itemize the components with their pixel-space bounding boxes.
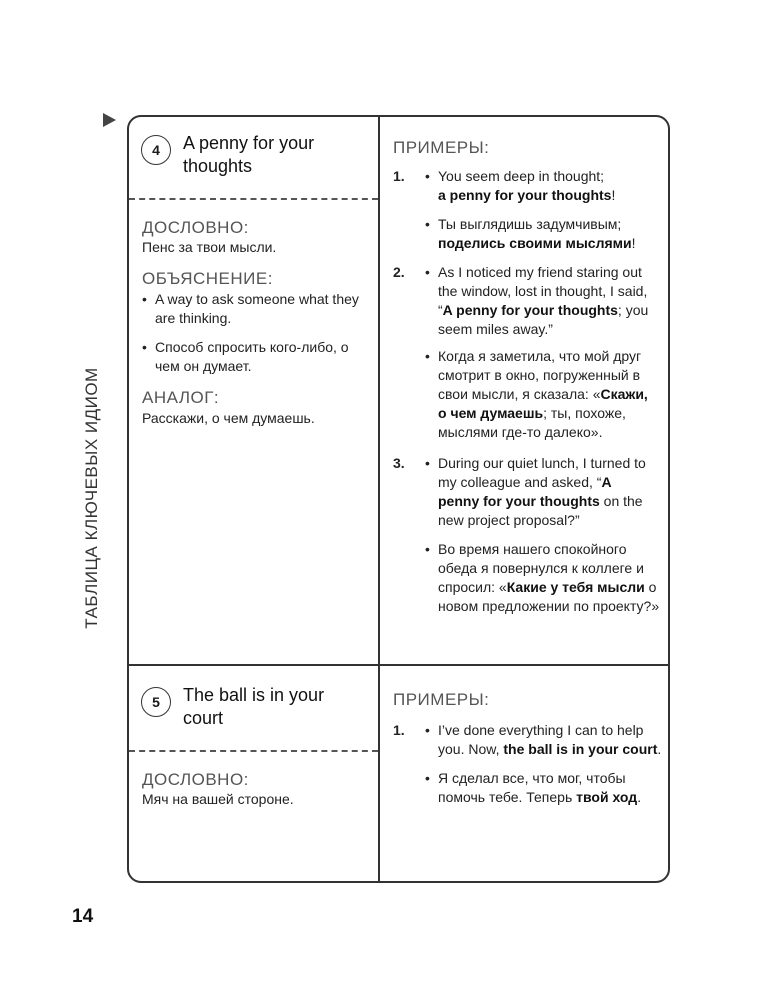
- bullet-icon: •: [142, 291, 147, 307]
- example-1-en: 1. • I’ve done everything I can to help you. Now, the ball is in your court.: [393, 722, 662, 757]
- bullet-icon: •: [425, 348, 430, 364]
- idiom-title: A penny for your thoughts: [183, 133, 315, 176]
- page-number: 14: [72, 906, 94, 927]
- example-1-ru: • Ты выглядишь задумчивым; поделись своими мыслями!: [425, 216, 636, 251]
- explanation-en: • A way to ask someone what they are thinking.: [142, 291, 359, 326]
- example-2-ru: • Когда я заметила, что мой друг смотрит в окно, погруженный в свои мысли, я сказала: «Скажи, о чем думаешь; ты, похоже, мыслями где-то далеко».: [425, 348, 648, 440]
- bullet-icon: •: [425, 541, 430, 557]
- play-marker-icon: [103, 113, 116, 127]
- example-3-ru: • Во время нашего спокойного обеда я повернулся к коллеге и спросил: «Какие у тебя мысли о новом предложении по проекту?»: [425, 541, 660, 614]
- literal-heading: ДОСЛОВНО:: [142, 770, 249, 789]
- example-1-en: 1. • You seem deep in thought; a penny for your thoughts!: [393, 168, 616, 203]
- explanation-heading: ОБЪЯСНЕНИЕ:: [142, 269, 273, 288]
- bullet-icon: •: [425, 216, 430, 232]
- explanation-ru: • Способ спросить кого-либо, о чем он думает.: [142, 339, 349, 374]
- bullet-icon: •: [425, 722, 430, 738]
- bullet-icon: •: [142, 339, 147, 355]
- example-1-ru: • Я сделал все, что мог, чтобы помочь тебе. Теперь твой ход.: [425, 770, 642, 805]
- bullet-icon: •: [425, 168, 430, 184]
- example-2-en: 2. • As I noticed my friend staring out the window, lost in thought, I said, “A penny for your thoughts; you seem miles away.”: [393, 264, 649, 337]
- idiom-4-header: [141, 132, 363, 178]
- side-section-title: ТАБЛИЦА КЛЮЧЕВЫХ ИДИОМ: [82, 367, 101, 629]
- examples-heading: ПРИМЕРЫ:: [393, 138, 490, 157]
- idiom-number-badge: 4: [141, 135, 171, 165]
- bullet-icon: •: [425, 264, 430, 280]
- dashed-divider: [129, 198, 378, 200]
- idiom-5-header: [141, 684, 363, 730]
- analog-heading: АНАЛОГ:: [142, 388, 220, 407]
- idiom-title: The ball is in your court: [183, 685, 325, 728]
- dashed-divider: [129, 750, 378, 752]
- analog-text: Расскажи, о чем думаешь.: [142, 410, 315, 426]
- column-divider: [378, 117, 380, 881]
- example-3-en: 3. • During our quiet lunch, I turned to my colleague and asked, “A penny for your thoughts on the new project proposal?”: [393, 455, 646, 528]
- bullet-icon: •: [425, 770, 430, 786]
- literal-translation: Мяч на вашей стороне.: [142, 791, 294, 807]
- row-divider: [129, 664, 668, 666]
- bullet-icon: •: [425, 455, 430, 471]
- literal-translation: Пенс за твои мысли.: [142, 239, 277, 255]
- idiom-table: [127, 115, 670, 883]
- literal-heading: ДОСЛОВНО:: [142, 218, 249, 237]
- examples-heading: ПРИМЕРЫ:: [393, 690, 490, 709]
- idiom-number-badge: 5: [141, 687, 171, 717]
